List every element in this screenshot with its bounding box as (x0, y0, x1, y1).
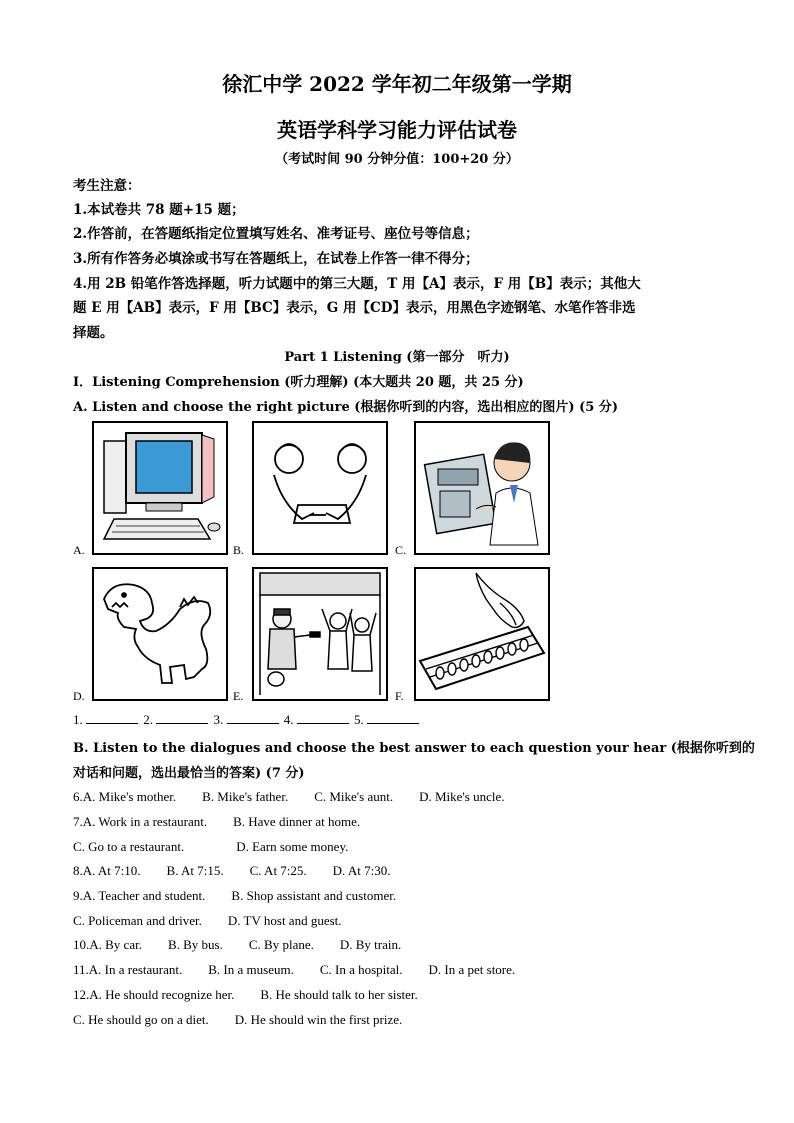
question-line: 10.A. By car. B. By bus. C. By plane. D. By train. (73, 937, 402, 952)
abacus-icon (414, 567, 550, 701)
exam-title: 徐汇中学 2022 学年初二年级第一学期 (222, 72, 572, 96)
answer-blanks-row (73, 712, 421, 728)
dinosaur-icon (92, 567, 228, 701)
picture-label: D. (73, 689, 85, 703)
bank-robbery-icon (252, 567, 388, 701)
section1-heading: I．Listening Comprehension (听力理解) (本大题共 20 题，共 25 分) (73, 375, 524, 390)
question-line: 7.A. Work in a restaurant. B. Have dinner at home. (73, 814, 361, 829)
question-line: 12.A. He should recognize her. B. He should talk to her sister. (73, 987, 418, 1002)
picture-label: B. (233, 543, 245, 557)
question-line: C. Policeman and driver. D. TV host and guest. (73, 913, 342, 928)
exam-time-score: （考试时间 90 分钟分值：100+20 分） (275, 152, 519, 167)
notice-item: 题 E 用【AB】表示，F 用【BC】表示，G 用【CD】表示，用黑色字迹钢笔、水笔作答非选 (73, 300, 636, 316)
question-line: 9.A. Teacher and student. B. Shop assistant and customer. (73, 888, 397, 903)
picture-label: A. (73, 543, 85, 557)
sectionA-heading: A. Listen and choose the right picture (根据你听到的内容，选出相应的图片) (5 分) (73, 400, 618, 415)
picture-label: E. (233, 689, 244, 703)
picture-label: C. (395, 543, 407, 557)
question-line: 11.A. In a restaurant. B. In a museum. C. In a hospital. D. In a pet store. (73, 962, 516, 977)
question-line: C. He should go on a diet. D. He should win the first prize. (73, 1012, 403, 1027)
answer-blank[interactable] (156, 713, 208, 724)
answer-blank[interactable] (227, 713, 279, 724)
picture-label: F. (395, 689, 404, 703)
notice-item: 4.用 2B 铅笔作答选择题，听力试题中的第三大题，T 用【A】表示，F 用【B】表示；其他大 (73, 276, 641, 292)
notice-item: 1.本试卷共 78 题+15 题； (73, 202, 245, 218)
answer-blank[interactable] (297, 713, 349, 724)
notice-heading: 考生注意： (73, 178, 141, 194)
man-at-machine-icon (414, 421, 550, 555)
blank-number: 4. (283, 712, 294, 727)
part1-heading: Part 1 Listening (第一部分 听力) (284, 350, 510, 365)
blank-number: 5. (354, 712, 364, 727)
sectionB-heading: B. Listen to the dialogues and choose the best answer to each question your hear (根据你听到的 (73, 741, 755, 756)
notice-item: 3.所有作答务必填涂或书写在答题纸上，在试卷上作答一律不得分； (73, 251, 479, 267)
blank-number: 3. (213, 712, 224, 727)
blank-number: 1. (73, 712, 83, 727)
blank-number: 2. (143, 712, 153, 727)
question-line: C. Go to a restaurant. D. Earn some money. (73, 839, 349, 854)
question-line: 8.A. At 7:10. B. At 7:15. C. At 7:25. D. At 7:30. (73, 863, 391, 878)
exam-subject-title: 英语学科学习能力评估试卷 (277, 118, 517, 142)
two-people-signing-icon (252, 421, 388, 555)
notice-item: 择题。 (73, 325, 114, 341)
sectionB-heading-cont: 对话和问题，选出最恰当的答案) (7 分) (73, 766, 305, 781)
computer-icon (92, 421, 228, 555)
answer-blank[interactable] (367, 713, 419, 724)
question-line: 6.A. Mike's mother. B. Mike's father. C. Mike's aunt. D. Mike's uncle. (73, 789, 505, 804)
notice-item: 2.作答前，在答题纸指定位置填写姓名、准考证号、座位号等信息； (73, 226, 479, 242)
answer-blank[interactable] (86, 713, 138, 724)
